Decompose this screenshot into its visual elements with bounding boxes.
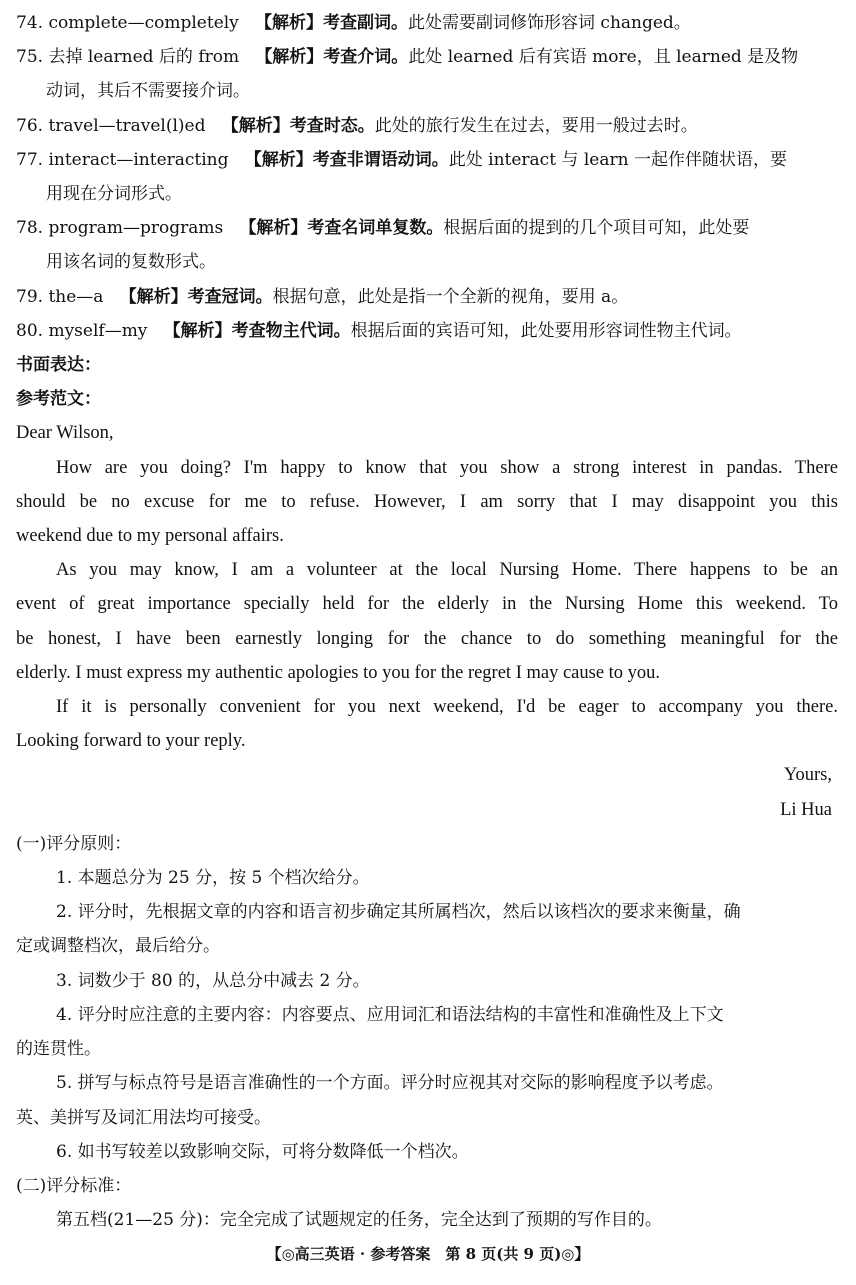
letter-p2-line-1: As you may know, I am a volunteer at the local Nursing Home. There happens to be an [56, 560, 838, 581]
letter-salutation: Dear Wilson, [16, 423, 114, 444]
principle-3: 3. 词数少于 80 的，从总分中减去 2 分。 [56, 970, 370, 991]
sample-letter [16, 416, 838, 826]
standards-heading: (二)评分标准： [16, 1175, 132, 1196]
answer-75: 75. 去掉 learned 后的 from 【解析】考查介词。此处 learned 后有宾语 more，且 learned 是及物 [16, 47, 799, 68]
answer-78-continued: 用该名词的复数形式。 [46, 252, 216, 273]
letter-signature: Li Hua [780, 799, 832, 820]
answer-74: 74. complete—completely 【解析】考查副词。此处需要副词修饰形容词 changed。 [16, 13, 691, 33]
principle-2: 2. 评分时，先根据文章的内容和语言初步确定其所属档次，然后以该档次的要求来衡量，确 [56, 902, 741, 923]
letter-p3-line-2: Looking forward to your reply. [16, 731, 246, 752]
principle-5: 5. 拼写与标点符号是语言准确性的一个方面。评分时应视其对交际的影响程度予以考虑。 [56, 1073, 724, 1094]
principles-heading: (一)评分原则： [16, 833, 132, 854]
sample-essay-heading: 参考范文： [16, 389, 101, 410]
letter-p1-line-2: should be no excuse for me to refuse. However, I am sorry that I may disappoint you this [16, 491, 838, 512]
answer-78: 78. program—programs 【解析】考查名词单复数。根据后面的提到的几个项目可知，此处要 [16, 218, 750, 239]
letter-p2-line-4: elderly. I must express my authentic apologies to you for the regret I may cause to you. [16, 662, 661, 683]
answer-75-continued: 动词，其后不需要接介词。 [46, 81, 250, 102]
principle-6: 6. 如书写较差以致影响交际，可将分数降低一个档次。 [56, 1141, 469, 1162]
answer-80: 80. myself—my 【解析】考查物主代词。根据后面的宾语可知，此处要用形容词性物主代词。 [16, 320, 742, 341]
principle-1: 1. 本题总分为 25 分，按 5 个档次给分。 [56, 868, 370, 889]
letter-p2-line-2: event of great importance specially held for the elderly in the Nursing Home this weekend. To [16, 594, 838, 615]
standard-level-5: 第五档(21—25 分)：完全完成了试题规定的任务，完全达到了预期的写作目的。 [56, 1210, 662, 1231]
principle-4-continued: 的连贯性。 [16, 1039, 101, 1060]
page-footer: 【◎高三英语 · 参考答案 第 8 页(共 9 页)◎】 [266, 1245, 590, 1263]
answer-77-continued: 用现在分词形式。 [46, 184, 182, 205]
answer-77: 77. interact—interacting 【解析】考查非谓语动词。此处 interact 与 learn 一起作伴随状语，要 [16, 149, 787, 170]
letter-closing: Yours, [784, 765, 832, 786]
principles-list [16, 861, 838, 1169]
letter-p1-line-3: weekend due to my personal affairs. [16, 526, 284, 547]
answer-79: 79. the—a 【解析】考查冠词。根据句意，此处是指一个全新的视角，要用 a。 [16, 286, 629, 307]
answer-list [16, 6, 838, 348]
letter-p1-line-1: How are you doing? I'm happy to know that you show a strong interest in pandas. There [56, 457, 838, 478]
letter-p3-line-1: If it is personally convenient for you next weekend, I'd be eager to accompany you there. [56, 697, 838, 718]
letter-p2-line-3: be honest, I have been earnestly longing for the chance to do something meaningful for the [16, 628, 838, 649]
principle-4: 4. 评分时应注意的主要内容：内容要点、应用词汇和语法结构的丰富性和准确性及上下文 [56, 1004, 724, 1025]
writing-heading: 书面表达： [16, 355, 101, 376]
principle-5-continued: 英、美拼写及词汇用法均可接受。 [16, 1107, 271, 1128]
answer-76: 76. travel—travel(l)ed 【解析】考查时态。此处的旅行发生在过去，要用一般过去时。 [16, 115, 698, 136]
principle-2-continued: 定或调整档次，最后给分。 [16, 936, 220, 957]
